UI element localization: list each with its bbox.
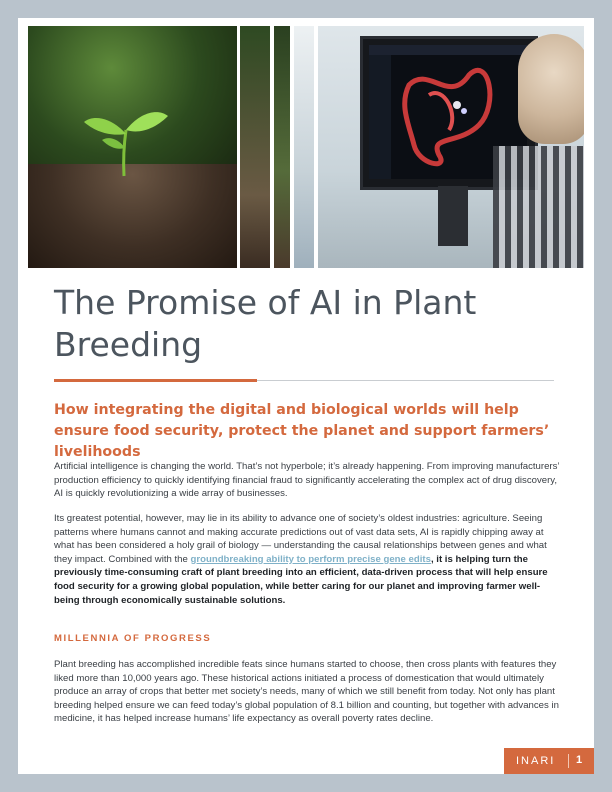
- person-head: [518, 34, 584, 144]
- paragraph-potential: [54, 512, 560, 607]
- title-divider-accent: [54, 379, 257, 382]
- gene-edits-link[interactable]: groundbreaking ability to perform precise gene edits: [190, 553, 431, 565]
- hero-image-collage: [28, 26, 584, 268]
- paragraph-history: Plant breeding has accomplished incredible feats since humans started to choose, then cross plants with features they liked more than 10,000 years ago. These historical actions initiated a process of domestication that would ultimately produce an array of crops that better met society’s needs, many of which we still benefit from today. Not only has plant breeding helped ensure we can feed today’s global population of 8.1 billion and counting, but together with advances in medicine, it has helped increase humans’ life expectancy as overall poverty rates decline.: [54, 659, 559, 725]
- page-number: 1: [576, 754, 583, 766]
- soil-photo-strip: [240, 26, 270, 268]
- page-subtitle: How integrating the digital and biological worlds will help ensure food security, protect the planet and support farmers’ livelihoods: [54, 402, 550, 460]
- badge-divider: [568, 754, 569, 768]
- paragraph-bold-text: , it is helping turn the previously time-consuming craft of plant breeding into an efficient, data-driven process that will help ensure food security for a growing global population, while better caring for our planet and improving farmer well-being through economically sustainable solutions.: [54, 553, 548, 606]
- paragraph-text: Its greatest potential, however, may lie in its ability to advance one of society’s oldest industries: agriculture. Seeing patterns where humans cannot and making accurate predictions out of vast data sets, AI is rapidly chipping away at what has been considered a holy grail of biology — understanding the causal relationships between genes and what they impact. Combined with the: [54, 513, 547, 565]
- scientist-computer-photo: [318, 26, 584, 268]
- page-title: The Promise of AI in Plant Breeding: [54, 283, 477, 364]
- seedling-photo: [28, 26, 237, 268]
- lab-photo-strip: [294, 26, 314, 268]
- plant-photo-strip: [274, 26, 290, 268]
- person-shirt: [493, 146, 584, 268]
- document-page: [18, 18, 594, 774]
- paragraph-intro: Artificial intelligence is changing the world. That’s not hyperbole; it’s already happening. From improving manufacturers’ production efficiency to quickly identifying financial fraud to significantly accelerating the complex act of drug discovery, AI is quickly revolutionizing a wide array of businesses.: [54, 461, 560, 500]
- inari-logo: INARI: [516, 755, 556, 767]
- footer-badge: [504, 748, 594, 774]
- section-heading: MILLENNIA OF PROGRESS: [54, 633, 212, 644]
